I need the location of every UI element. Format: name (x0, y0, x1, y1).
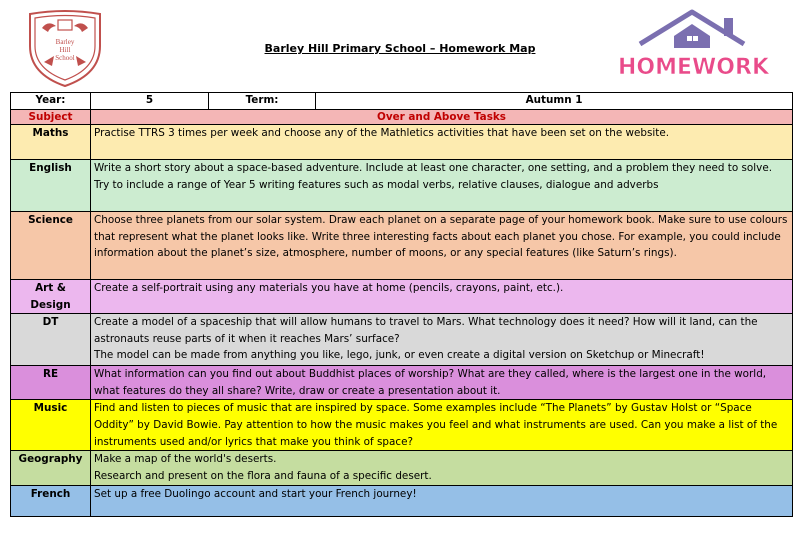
task-text-2: The model can be made from anything you like, lego, junk, or even create a digital version on Sketchup or Minecraft! (94, 349, 705, 362)
task-text: Make a map of the world's deserts. (94, 453, 277, 466)
table-row (11, 280, 793, 314)
crest-text-line2: Hill (59, 46, 71, 54)
homework-logo-text: HOMEWORK (618, 55, 769, 80)
crest-text-line1: Barley (55, 38, 75, 46)
task-cell: Create a self-portrait using any materials you have at home (pencils, crayons, paint, etc.). (91, 280, 793, 314)
task-cell (91, 451, 793, 486)
subject-cell: Geography (11, 451, 91, 486)
table-row (11, 160, 793, 212)
task-text: Create a model of a spaceship that will allow humans to travel to Mars. What technology does it need? How will it land, can the astronauts reuse parts of it when it reaches Mars’ surface? (94, 316, 758, 345)
page-title: Barley Hill Primary School – Homework Map (264, 42, 536, 55)
subject-cell: Maths (11, 125, 91, 160)
task-cell: Practise TTRS 3 times per week and choose any of the Mathletics activities that have been set on the website. (91, 125, 793, 160)
task-cell: Choose three planets from our solar system. Draw each planet on a separate page of your homework book. Make sure to use colours that represent what the planet looks like. Write three interesting facts about each planet you chose. For example, you could include information about the planet’s size, atmosphere, number of moons, or any special features (like Saturn’s rings). (91, 212, 793, 280)
subject-cell: DT (11, 314, 91, 366)
task-cell: Write a short story about a space-based adventure. Include at least one character, one setting, and a problem they need to solve. Try to include a range of Year 5 writing features such as modal verbs, relative clauses, dialogue and adverbs (91, 160, 793, 212)
year-value: 5 (91, 93, 209, 110)
task-text-2: Research and present on the flora and fauna of a specific desert. (94, 469, 432, 482)
subject-cell: Science (11, 212, 91, 280)
task-cell: Find and listen to pieces of music that are inspired by space. Some examples include “The Planets” by Gustav Holst or “Space Oddity” by David Bowie. Pay attention to how the music makes you feel and what instruments are used. Can you make a list of the instruments used and/or lyrics that make you think of space? (91, 400, 793, 451)
table-row (11, 451, 793, 486)
subheader-row (11, 110, 793, 125)
subject-header: Subject (11, 110, 91, 125)
table-row (11, 400, 793, 451)
homework-map-table (10, 92, 793, 517)
header-row (11, 93, 793, 110)
task-cell: Set up a free Duolingo account and start your French journey! (91, 486, 793, 517)
table-row (11, 366, 793, 400)
tasks-header: Over and Above Tasks (91, 110, 793, 125)
year-label: Year: (11, 93, 91, 110)
subject-cell: Art & Design (11, 280, 91, 314)
subject-cell: RE (11, 366, 91, 400)
table-row (11, 125, 793, 160)
term-label: Term: (209, 93, 316, 110)
subject-cell: French (11, 486, 91, 517)
task-cell: What information can you find out about Buddhist places of worship? What are they called, where is the largest one in the world, what features do they all share? Write, draw or create a presentation about it. (91, 366, 793, 400)
task-cell (91, 314, 793, 366)
table-row (11, 314, 793, 366)
crest-text-line3: School (55, 54, 75, 62)
homework-logo (612, 6, 792, 90)
table-row (11, 486, 793, 517)
subject-cell: Music (11, 400, 91, 451)
table-row (11, 212, 793, 280)
subject-cell: English (11, 160, 91, 212)
term-value: Autumn 1 (316, 93, 793, 110)
